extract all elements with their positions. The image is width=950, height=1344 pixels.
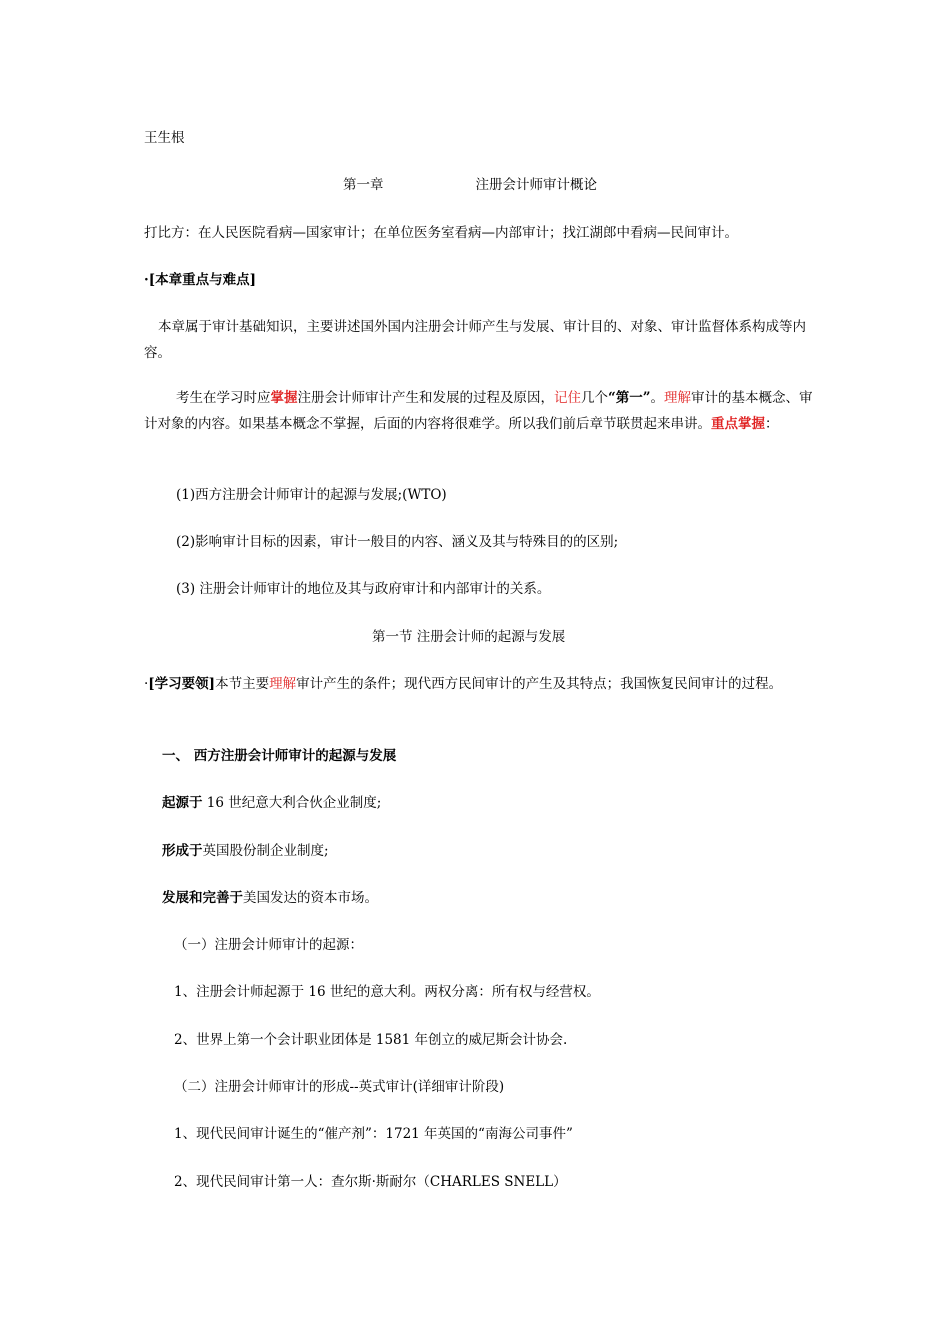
guidance-text-2: 注册会计师审计产生和发展的过程及原因， [297, 390, 554, 406]
keyword-firsts: “第一” [608, 390, 651, 406]
chapter-title: 注册会计师审计概论 [475, 177, 597, 193]
guidance-text-3: 几个 [581, 390, 608, 406]
analogy-paragraph: 打比方：在人民医院看病—国家审计；在单位医务室看病—内部审计；找江湖郎中看病—民间审计。 [144, 225, 738, 241]
sub2-item-1: 1、现代民间审计诞生的“催产剂”：1721 年英国的“南海公司事件” [174, 1126, 573, 1142]
study-bullet: · [144, 676, 149, 692]
guidance-text-5: 审计的基本概念、审计对象的内容。如果基本概念不掌握，后面的内容将很难学。所以我们前后章节联贯起来串讲。 [144, 390, 813, 432]
study-points-paragraph [144, 675, 782, 693]
focus-item-1: (1)西方注册会计师审计的起源与发展;(WTO) [176, 487, 447, 503]
guidance-text-1: 考生在学习时应 [176, 390, 271, 406]
keyword-focus: 重点掌握 [711, 416, 765, 432]
chapter-number: 第一章 [343, 177, 384, 193]
development-label: 发展和完善于 [162, 890, 243, 906]
heading-one: 一、 西方注册会计师审计的起源与发展 [162, 748, 397, 764]
sub1-item-1: 1、注册会计师起源于 16 世纪的意大利。两权分离：所有权与经营权。 [174, 984, 600, 1000]
formation-label: 形成于 [162, 843, 203, 859]
keyword-understand: 理解 [664, 390, 692, 406]
study-text-2: 审计产生的条件；现代西方民间审计的产生及其特点；我国恢复民间审计的过程。 [296, 676, 783, 692]
sub2-title: （二）注册会计师审计的形成--英式审计(详细审计阶段) [174, 1079, 505, 1095]
focus-item-2: (2)影响审计目标的因素，审计一般目的内容、涵义及其与特殊目的的区别; [176, 534, 619, 550]
origin-text: 16 世纪意大利合伙企业制度; [202, 795, 382, 811]
key-points-heading: ·[本章重点与难点] [144, 272, 256, 288]
study-text-1: 本节主要 [215, 676, 270, 692]
focus-item-3: (3) 注册会计师审计的地位及其与政府审计和内部审计的关系。 [176, 581, 551, 597]
guidance-text-4: 。 [650, 390, 665, 406]
guidance-paragraph [144, 385, 822, 437]
section-title: 第一节 注册会计师的起源与发展 [372, 629, 566, 645]
origin-line [162, 794, 381, 812]
chapter-heading [343, 176, 597, 194]
intro-paragraph: 本章属于审计基础知识，主要讲述国外国内注册会计师产生与发展、审计目的、对象、审计监督体系构成等内容。 [144, 319, 806, 361]
development-text: 美国发达的资本市场。 [243, 890, 378, 906]
sub1-title: （一）注册会计师审计的起源： [174, 937, 363, 953]
formation-line [162, 842, 329, 860]
keyword-remember: 记住 [554, 390, 581, 406]
keyword-master: 掌握 [270, 390, 298, 406]
study-points-label: [学习要领] [148, 676, 216, 692]
author-name: 王生根 [144, 130, 185, 146]
keyword-understand-2: 理解 [269, 676, 297, 692]
guidance-text-6: ： [765, 416, 779, 432]
sub1-item-2: 2、世界上第一个会计职业团体是 1581 年创立的威尼斯会计协会. [174, 1032, 568, 1048]
formation-text: 英国股份制企业制度; [202, 843, 329, 859]
sub2-item-2: 2、现代民间审计第一人：查尔斯·斯耐尔（CHARLES SNELL） [174, 1174, 567, 1190]
development-line [162, 889, 378, 907]
origin-label: 起源于 [162, 795, 203, 811]
